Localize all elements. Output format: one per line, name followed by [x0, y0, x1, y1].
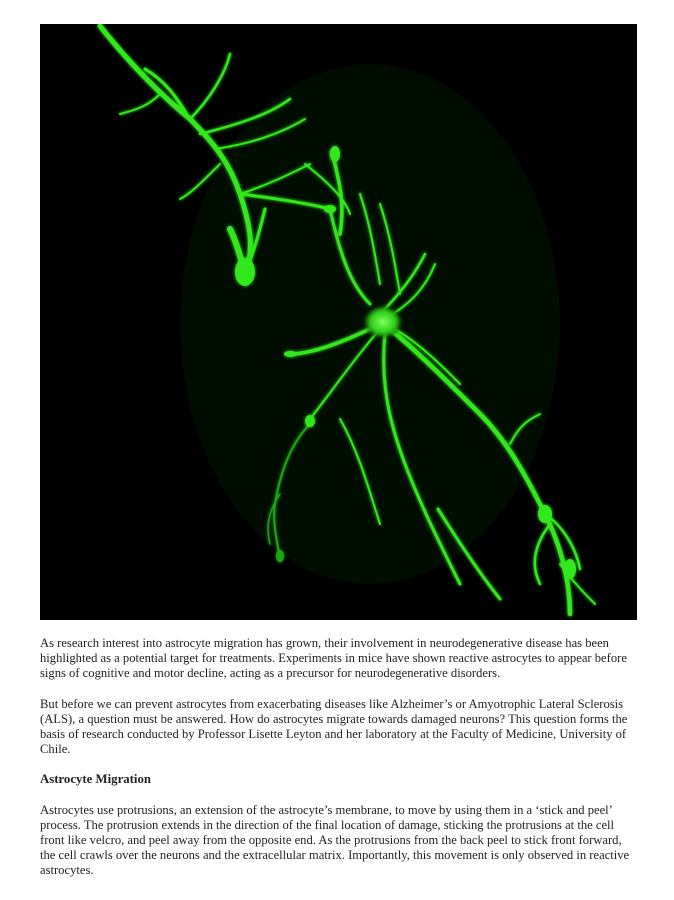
paragraph-1: As research interest into astrocyte migration has grown, their involvement in neurodegenerative disease has been highlighted as a potential target for treatments. Experiments in mice have shown reactive astrocytes to appear before signs of cognitive and motor decline, acting as a precursor for neurodegenerative disorders.	[40, 636, 627, 681]
section-heading: Astrocyte Migration	[40, 772, 151, 787]
article-body	[40, 636, 640, 894]
paragraph-3: Astrocytes use protrusions, an extension of the astrocyte’s membrane, to move by using them in a ‘stick and peel’ process. The protrusion extends in the direction of the final location of damage, sticking the protrusions at the cell front like velcro, and peel away from the opposite end. As the protrusions from the back peel to stick front forward, the cell crawls over the neurons and the extracellular matrix. Importantly, this movement is only observed in reactive astrocytes.	[40, 802, 630, 878]
paragraph-2: But before we can prevent astrocytes from exacerbating diseases like Alzheimer’s or Amyotrophic Lateral Sclerosis (ALS), a question must be answered. How do astrocytes migrate towards damaged neurons? This question forms the basis of research conducted by Professor Lisette Leyton and her laboratory at the Faculty of Medicine, University of Chile.	[40, 696, 628, 757]
astrocyte-micrograph	[40, 24, 637, 620]
micrograph-image	[40, 24, 637, 620]
